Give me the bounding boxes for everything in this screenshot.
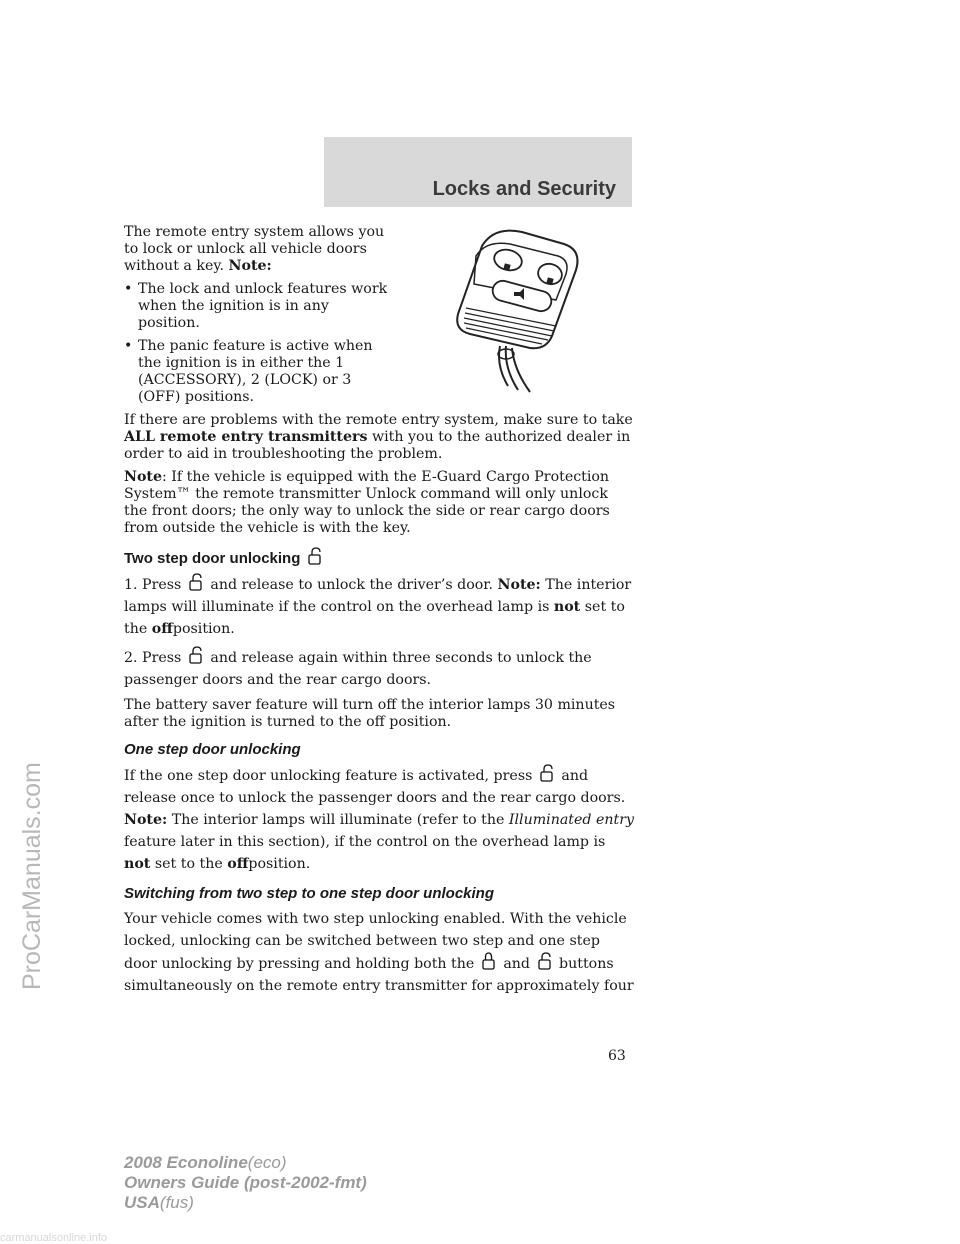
unlock-icon [188,573,204,591]
one-step-paragraph: If the one step door unlocking feature is activated, press and release once to unlock the passenger doors and the rear cargo doors. Note: The interior lamps will illuminate (refer to the Illuminated entry feature later in this section), if the control on the overhead lamp is not set to the offposition. [124,764,634,875]
unlock-icon [537,952,553,970]
body-content [124,224,634,1003]
side-watermark: ProCarManuals.com [18,762,46,990]
two-step-heading: Two step door unlocking [124,547,634,567]
page-number: 63 [608,1048,626,1064]
bottom-watermark: carmanualsonline.info [0,1232,108,1244]
unlock-icon [188,646,204,664]
eguard-paragraph: Note: If the vehicle is equipped with the E-Guard Cargo Protection System™ the remote transmitter Unlock command will only unlock the front doors; the only way to unlock the side or rear cargo doors from outside the vehicle is with the key. [124,469,610,536]
unlock-icon [539,764,555,782]
footer-line-3: USA(fus) [124,1193,194,1212]
unlock-icon [307,547,323,565]
problems-paragraph: If there are problems with the remote entry system, make sure to take ALL remote entry transmitters with you to the authorized dealer in order to aid in troubleshooting the problem. [124,412,633,462]
switching-paragraph: Your vehicle comes with two step unlocking enabled. With the vehicle locked, unlocking can be switched between two step and one step door unlocking by pressing and holding both the and buttons simultaneously on the remote entry transmitter for approximately four [124,911,634,994]
one-step-heading: One step door unlocking [124,741,301,758]
section-header [324,137,632,207]
switching-heading: Switching from two step to one step door unlocking [124,885,494,902]
document-footer [124,1153,367,1213]
section-title: Locks and Security [432,178,616,200]
two-step-step-1: 1. Press and release to unlock the driver’s door. Note: The interior lamps will illuminate if the control on the overhead lamp is not set to the offposition. [124,573,634,640]
battery-saver-paragraph: The battery saver feature will turn off the interior lamps 30 minutes after the ignition is turned to the off position. [124,697,616,730]
two-step-step-2: 2. Press and release again within three seconds to unlock the passenger doors and the rear cargo doors. [124,646,634,691]
lock-icon [481,952,497,970]
feature-bullets [124,281,394,406]
bullet-item: • The lock and unlock features work when the ignition is in any position. [124,281,394,332]
intro-paragraph: The remote entry system allows you to lock or unlock all vehicle doors without a key. Note: [124,224,385,274]
footer-line-1: 2008 Econoline(eco) [124,1153,287,1172]
footer-line-2: Owners Guide (post-2002-fmt) [124,1173,367,1192]
bullet-item: • The panic feature is active when the ignition is in either the 1 (ACCESSORY), 2 (LOCK) or 3 (OFF) positions. [124,338,394,406]
